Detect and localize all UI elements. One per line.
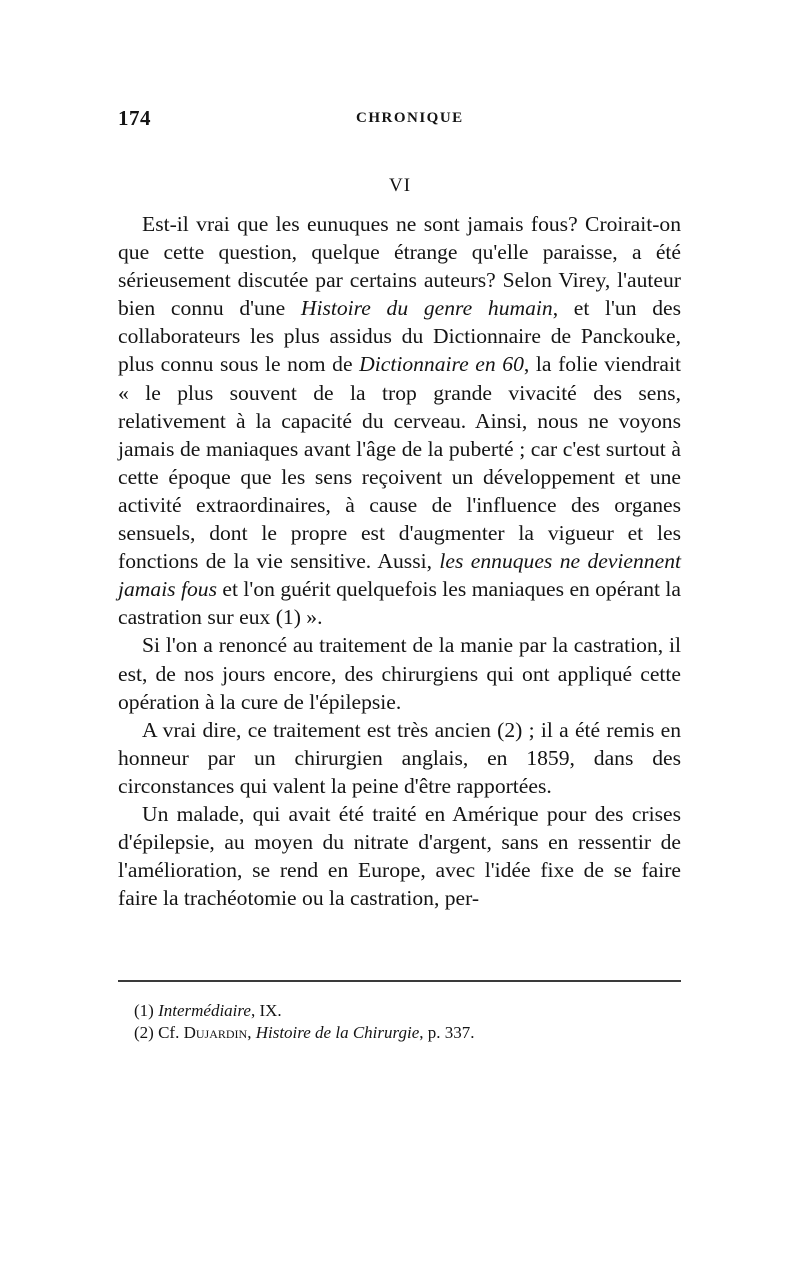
book-title-histoire-du-genre-humain: Histoire du genre humain	[300, 296, 553, 321]
paragraph-1-text-c: , la folie viendrait « le plus souvent de la trop grande vivacité des sens, relativement à la capacité du cerveau. Ainsi, nous ne voyons jamais de maniaques avant l'âge de la puberté ; car c'est surtout à cette époque que les sens reçoivent un développement et une activité extraordinaires, à cause de l'influence des organes sensuels, dont le propre est d'augmenter la vigueur et les fonctions de la vie sensitive. Aussi,	[118, 352, 682, 574]
paragraph-1-text-b: , et l'un des collaborateurs les plus assidus du Dictionnaire de Panckouke, plus connu sous le nom de	[118, 296, 682, 377]
section-number: VI	[388, 175, 412, 196]
footnote-2-author: Dujardin	[183, 1023, 248, 1042]
book-title-dictionnaire-en-60: Dictionnaire en 60	[359, 352, 524, 377]
paragraph-2: Si l'on a renoncé au traitement de la manie par la castration, il est, de nos jours encore, des chirurgiens qui ont appliqué cette opération à la cure de l'épilepsie.	[118, 633, 681, 714]
running-title: CHRONIQUE	[356, 110, 464, 126]
footnote-1-title: Intermédiaire	[158, 1001, 251, 1020]
page-number: 174	[118, 106, 151, 130]
footnote-1	[134, 1000, 674, 1022]
page-header	[118, 106, 684, 134]
paragraph-3: A vrai dire, ce traitement est très ancien (2) ; il a été remis en honneur par un chirurgien anglais, en 1859, dans des circonstances qui valent la peine d'être rapportées.	[118, 717, 681, 798]
footnote-2	[134, 1022, 674, 1044]
footnote-2-title: Histoire de la Chirurgie	[255, 1023, 420, 1042]
paragraph-1	[118, 210, 681, 631]
footnote-1-rest: , IX.	[250, 1001, 282, 1020]
paragraph-1-text-d: et l'on guérit quelquefois les maniaques en opérant la castration sur eux (1) ».	[118, 577, 681, 630]
footnotes	[134, 1000, 674, 1044]
footnote-2-separator: ,	[247, 1023, 256, 1042]
footnote-1-marker: (1)	[134, 1001, 154, 1020]
footnote-divider	[118, 980, 681, 982]
paragraph-4: Un malade, qui avait été traité en Amérique pour des crises d'épilepsie, au moyen du nitrate d'argent, sans en ressentir de l'amélioration, se rend en Europe, avec l'idée fixe de se faire faire la trachéotomie ou la castration, per-	[118, 801, 681, 911]
footnote-2-marker: (2)	[134, 1023, 154, 1042]
footnote-2-rest: , p. 337.	[419, 1023, 475, 1042]
paragraph-1-text-a: Est-il vrai que les eunuques ne sont jamais fous? Croirait-on que cette question, quelque étrange qu'elle paraisse, a été sérieusement discutée par certains auteurs? Selon Virey, l'auteur bien connu d'une	[118, 212, 681, 321]
body-text	[118, 210, 681, 912]
emphasized-quote: les ennuques ne deviennent jamais fous	[118, 549, 681, 602]
footnote-2-prefix: Cf.	[158, 1023, 184, 1042]
